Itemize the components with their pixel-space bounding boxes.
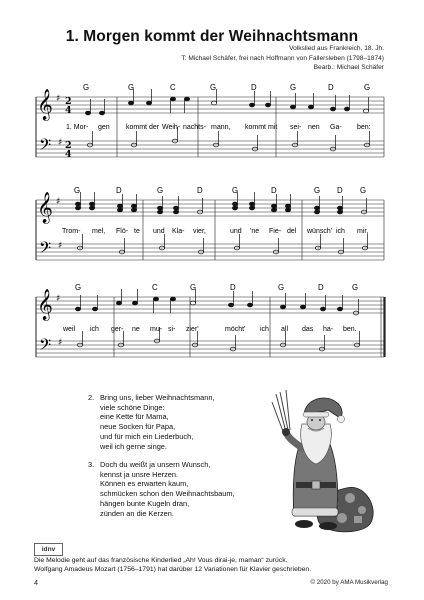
svg-text:vier,: vier, [193,228,206,235]
svg-text:te: te [134,228,140,235]
chord-symbol: G [75,283,82,292]
bass-clef-icon: 𝄢 [39,136,52,158]
chord-symbol: G [157,186,164,195]
svg-text:ne: ne [132,326,140,333]
svg-text:mir,: mir, [357,228,369,235]
chord-symbol: G [360,186,367,195]
chord-symbol: G [83,83,90,92]
svg-text:Kla-: Kla- [172,228,185,235]
svg-text:4: 4 [65,149,72,160]
santa-illustration [270,388,380,538]
svg-text:weil: weil [63,326,76,333]
key-signature-icon: ♯ [58,338,63,348]
melody-notes [75,192,366,214]
chord-symbol: G [314,186,321,195]
svg-text:nen: nen [308,124,320,131]
chord-symbol: D [197,186,203,195]
verse-line: hängen bunte Kugeln dran, [100,498,190,508]
key-signature-icon: ♯ [56,197,61,207]
svg-text:das: das [302,326,314,333]
svg-text:sei-: sei- [290,124,302,131]
svg-text:wünsch': wünsch' [307,228,333,235]
chord-symbol: G [290,83,297,92]
svg-text:zier': zier' [186,326,199,333]
treble-clef-icon: 𝄞 [37,89,53,120]
chord-symbol: G [278,283,285,292]
svg-text:Weih-: Weih- [162,124,181,131]
bass-clef-icon: 𝄢 [39,336,52,358]
svg-text:nachts-: nachts- [183,124,206,131]
svg-text:mu-: mu- [150,326,163,333]
svg-text:ich: ich [90,326,99,333]
svg-text:mann,: mann, [211,124,231,131]
song-title: 1. Morgen kommt der Weihnachtsmann [65,28,359,45]
verse-line: Doch du weißt ja unsern Wunsch, [100,460,211,469]
idnv-badge: idnv [34,543,63,556]
treble-clef-icon: 𝄞 [37,289,53,320]
credit-arranger: Bearb.: Michael Schäfer [313,64,384,72]
bass-clef-icon: 𝄢 [39,239,52,261]
chord-symbol: C [152,283,158,292]
svg-text:kommt mit: kommt mit [245,124,278,131]
chord-symbol: G [210,83,217,92]
chord-symbol: D [318,283,324,292]
chord-symbol: D [116,186,122,195]
verse-line: weil ich gerne singe. [100,441,167,451]
system-1 [36,83,384,160]
verse-line: kennst ja unsre Herzen. [100,469,179,479]
credit-lyricist: T: Michael Schäfer, frei nach Hoffmann von Fallersleben (1798–1874) [181,54,384,62]
melody-notes [85,89,368,115]
treble-clef-icon: 𝄞 [37,192,53,223]
svg-text:möcht': möcht' [225,326,246,333]
lyrics-line [66,124,371,131]
verse-line: Bring uns, lieber Weihnachtsmann, [100,393,215,402]
chord-symbol: G [364,83,371,92]
svg-text:ger-: ger- [111,326,124,333]
system-3 [36,283,385,358]
svg-text:Ga-: Ga- [330,124,342,131]
svg-text:2: 2 [65,140,72,151]
svg-text:und: und [230,228,242,235]
system-2 [36,186,384,261]
chord-symbol: G [352,283,359,292]
lyrics-line [62,326,357,333]
footnote [34,556,311,574]
page-number: 4 [34,578,38,587]
verse-line: eine Kette für Mama, [100,412,169,422]
chord-symbols [75,283,358,292]
svg-text:'ne: 'ne [250,228,260,235]
svg-text:gen: gen [98,124,110,131]
verse-line: und für mich ein Liederbuch, [100,431,194,441]
svg-text:Trom-: Trom- [62,228,81,235]
svg-text:del: del [287,228,297,235]
credit-origin: Volkslied aus Frankreich, 18. Jh. [289,45,384,52]
chord-symbol: G [232,186,239,195]
svg-text:4: 4 [65,105,72,116]
chord-symbol: D [230,283,236,292]
melody-notes [75,289,358,315]
key-signature-icon: ♯ [56,94,61,104]
copyright: © 2020 by AMA Musikverlag [310,579,388,586]
key-signature-icon: ♯ [58,241,63,251]
svg-text:1. Mor-: 1. Mor- [66,124,89,131]
footnote-line: Wolfgang Amadeus Mozart (1756–1791) hat darüber 12 Variationen für Klavier geschrieben. [34,566,312,574]
svg-text:und: und [153,228,165,235]
chord-symbols [83,83,370,92]
key-signature-icon: ♯ [58,138,63,148]
svg-text:ben.: ben. [343,326,357,333]
verse-line: schmücken schon den Weihnachtsbaum, [100,489,235,499]
verse-line: zünden an die Kerzen. [100,508,174,518]
svg-text:Flö-: Flö- [116,228,129,235]
verse-line: Können es erwarten kaum, [100,479,189,489]
svg-text:2: 2 [65,96,72,107]
verse-number: 3. [88,460,95,469]
chord-symbol: G [190,283,197,292]
svg-text:si-: si- [168,326,176,333]
svg-text:ich: ich [260,326,269,333]
chord-symbol: D [271,186,277,195]
svg-text:kommt der: kommt der [126,124,160,131]
key-signature-icon: ♯ [56,294,61,304]
svg-text:Fie-: Fie- [269,228,282,235]
svg-text:mel,: mel, [92,228,106,235]
chord-symbol: G [74,186,81,195]
footnote-line: Die Melodie geht auf das französische Kinderlied „Ah! Vous dirai-je, maman“ zurück. [34,557,288,564]
svg-text:all: all [281,326,289,333]
verse-line: viele schöne Dinge: [100,402,165,412]
svg-text:ben:: ben: [357,124,371,131]
chord-symbol: D [337,186,343,195]
chord-symbol: C [170,83,176,92]
chord-symbol: D [251,83,257,92]
verse-number: 2. [88,393,95,402]
chord-symbol: D [328,83,334,92]
chord-symbols [74,186,366,195]
svg-text:ich: ich [336,228,345,235]
svg-text:ha-: ha- [323,326,334,333]
verse-line: neue Socken für Papa, [100,422,176,432]
chord-symbol: G [128,83,135,92]
